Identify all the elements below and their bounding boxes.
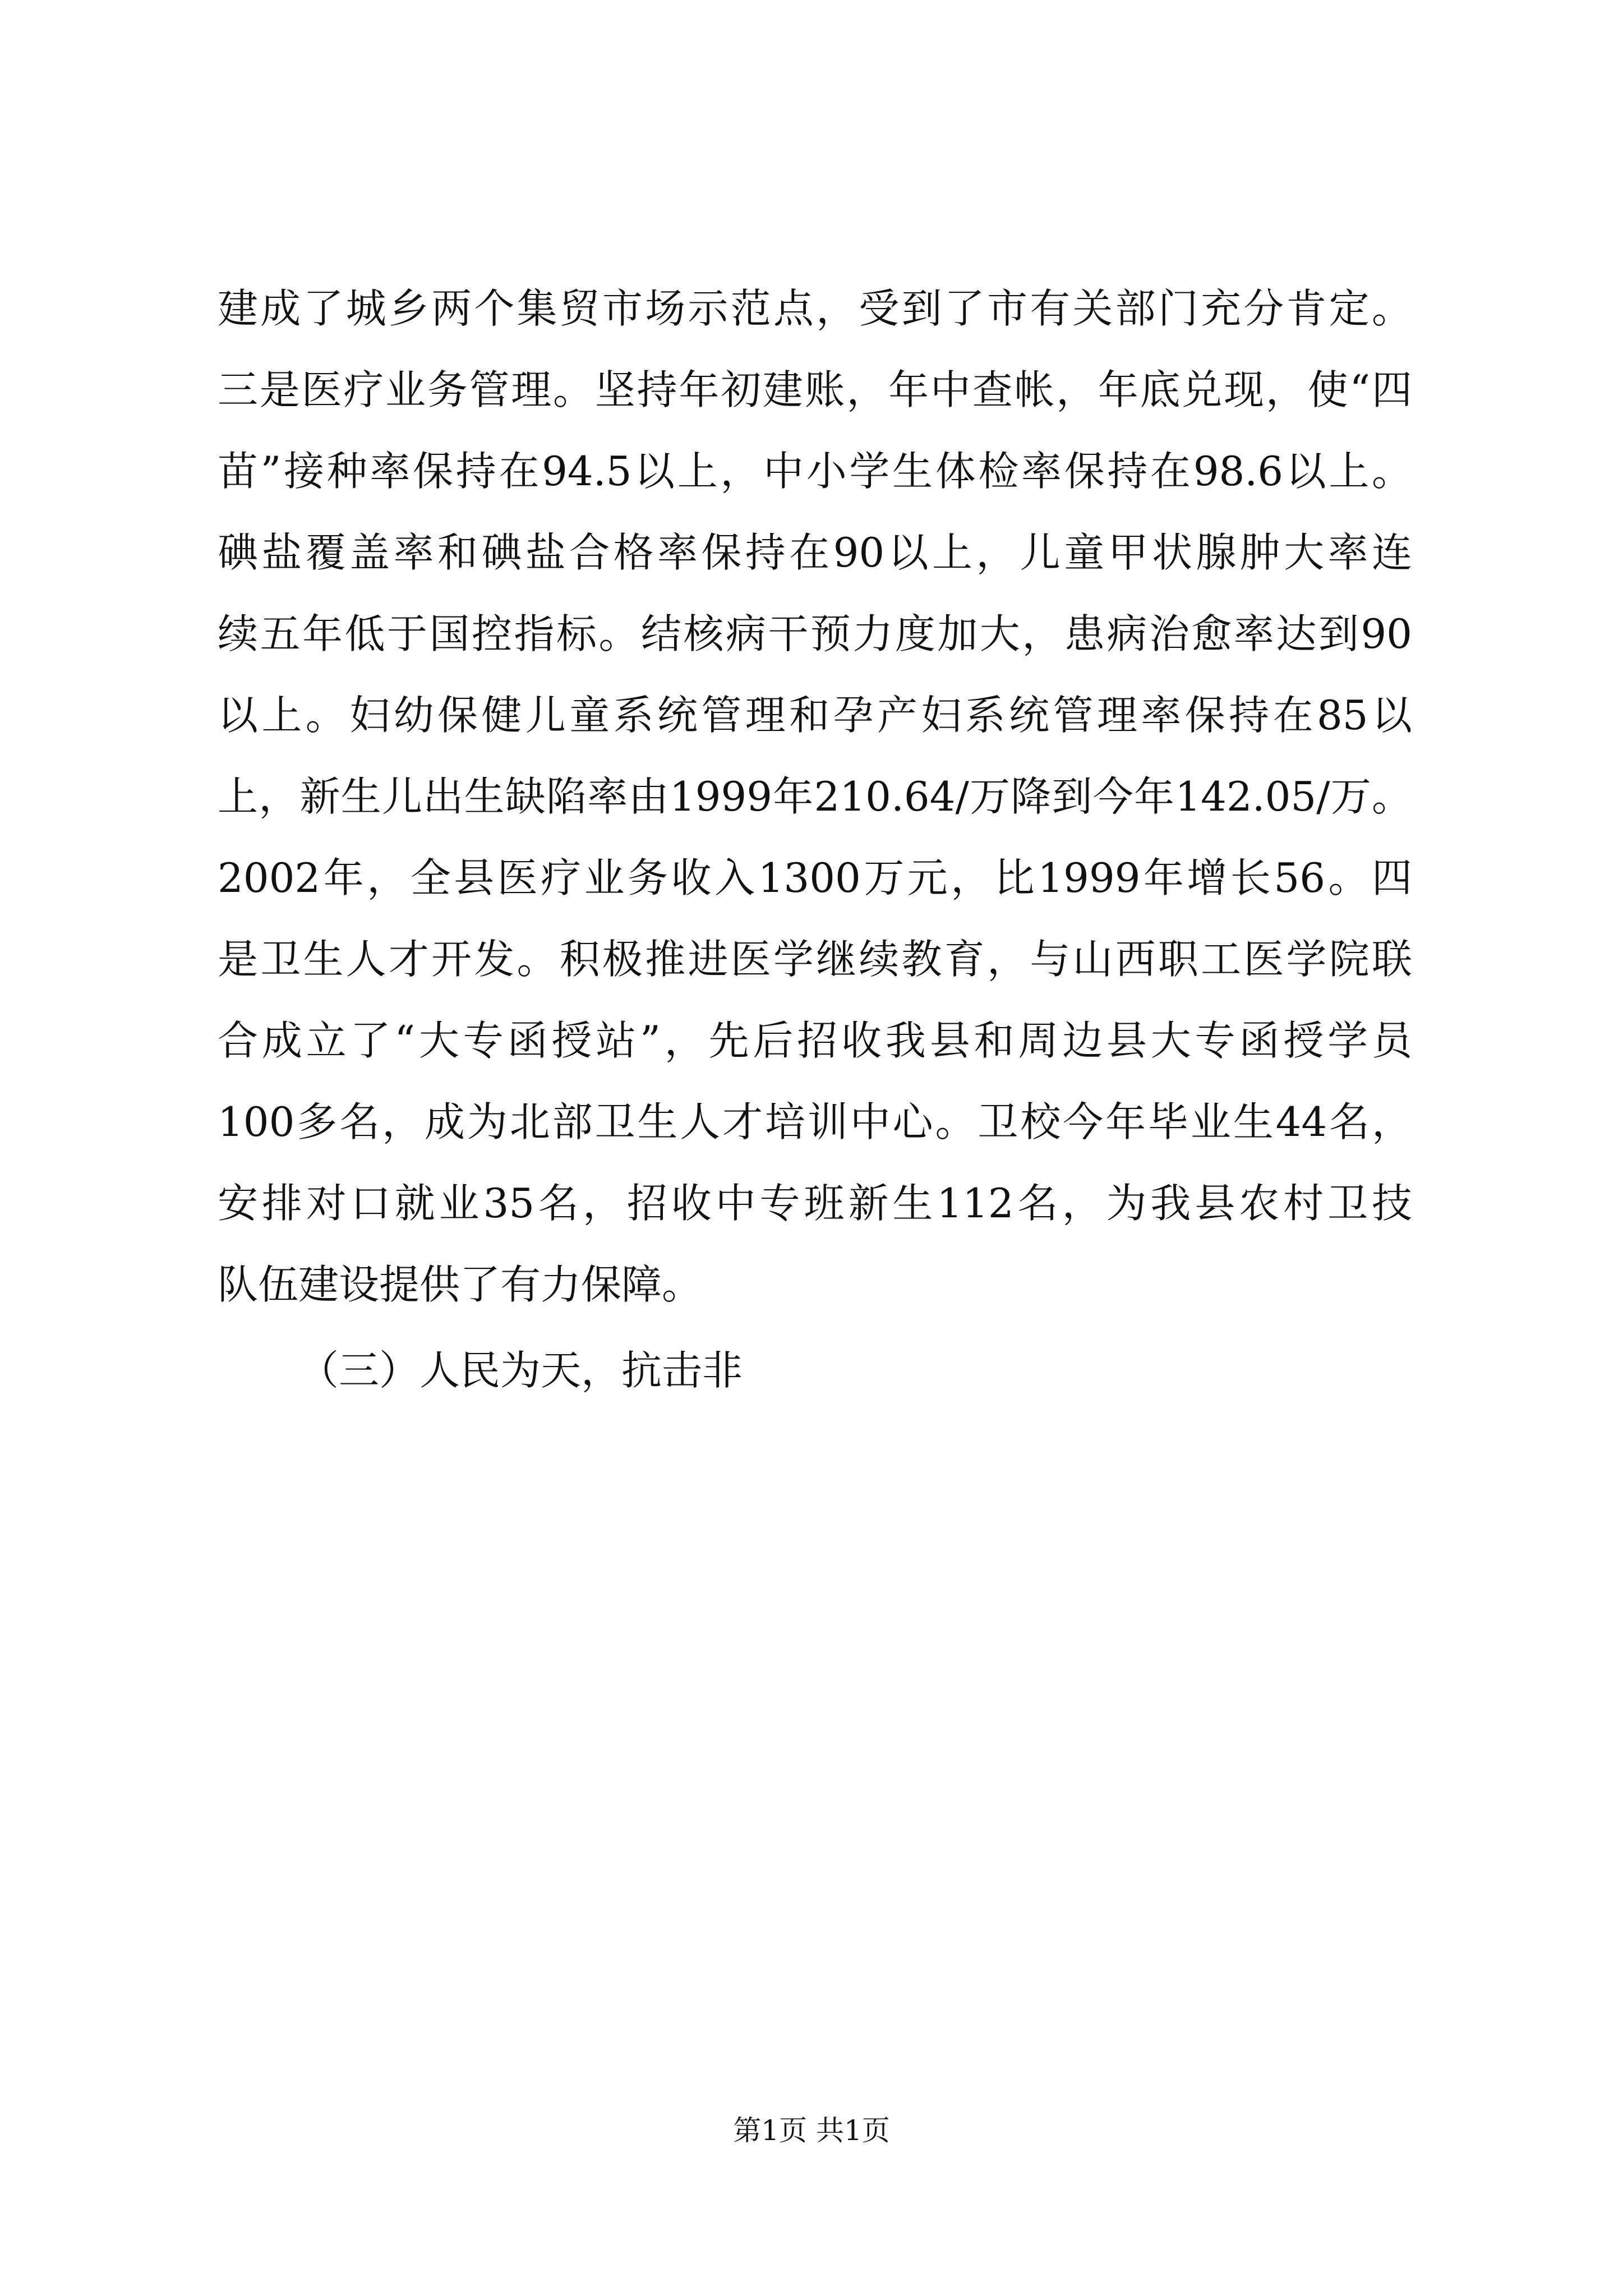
text-line: 2002年，全县医疗业务收入1300万元，比1999年增长56。四 (218, 854, 1412, 901)
text-line: 续五年低于国控指标。结核病干预力度加大，患病治愈率达到90 (218, 610, 1412, 657)
text-line: 以上。妇幼保健儿童系统管理和孕产妇系统管理率保持在85以 (218, 692, 1412, 739)
page-number-label: 第1页 共1页 (733, 2114, 890, 2147)
text-line: 苗”接种率保持在94.5以上，中小学生体检率保持在98.6以上。 (218, 448, 1412, 495)
text-line: 队伍建设提供了有力保障。 (218, 1261, 703, 1308)
text-line: 是卫生人才开发。积极推进医学继续教育，与山西职工医学院联 (218, 936, 1412, 983)
text-line: 安排对口就业35名，招收中专班新生112名，为我县农村卫技 (218, 1180, 1412, 1227)
page-footer (0, 2114, 1623, 2147)
body-text (218, 268, 1412, 1411)
text-line: 碘盐覆盖率和碘盐合格率保持在90以上，儿童甲状腺肿大率连 (218, 529, 1412, 576)
section-subheading: （三）人民为天，抗击非 (298, 1347, 743, 1394)
text-line: 合成立了“大专函授站”，先后招收我县和周边县大专函授学员 (218, 1017, 1412, 1064)
text-line: 上，新生儿出生缺陷率由1999年210.64/万降到今年142.05/万。 (218, 773, 1412, 820)
text-line: 三是医疗业务管理。坚持年初建账，年中查帐，年底兑现，使“四 (218, 366, 1412, 413)
text-line: 建成了城乡两个集贸市场示范点，受到了市有关部门充分肯定。 (218, 285, 1412, 332)
text-line: 100多名，成为北部卫生人才培训中心。卫校今年毕业生44名， (218, 1098, 1412, 1145)
